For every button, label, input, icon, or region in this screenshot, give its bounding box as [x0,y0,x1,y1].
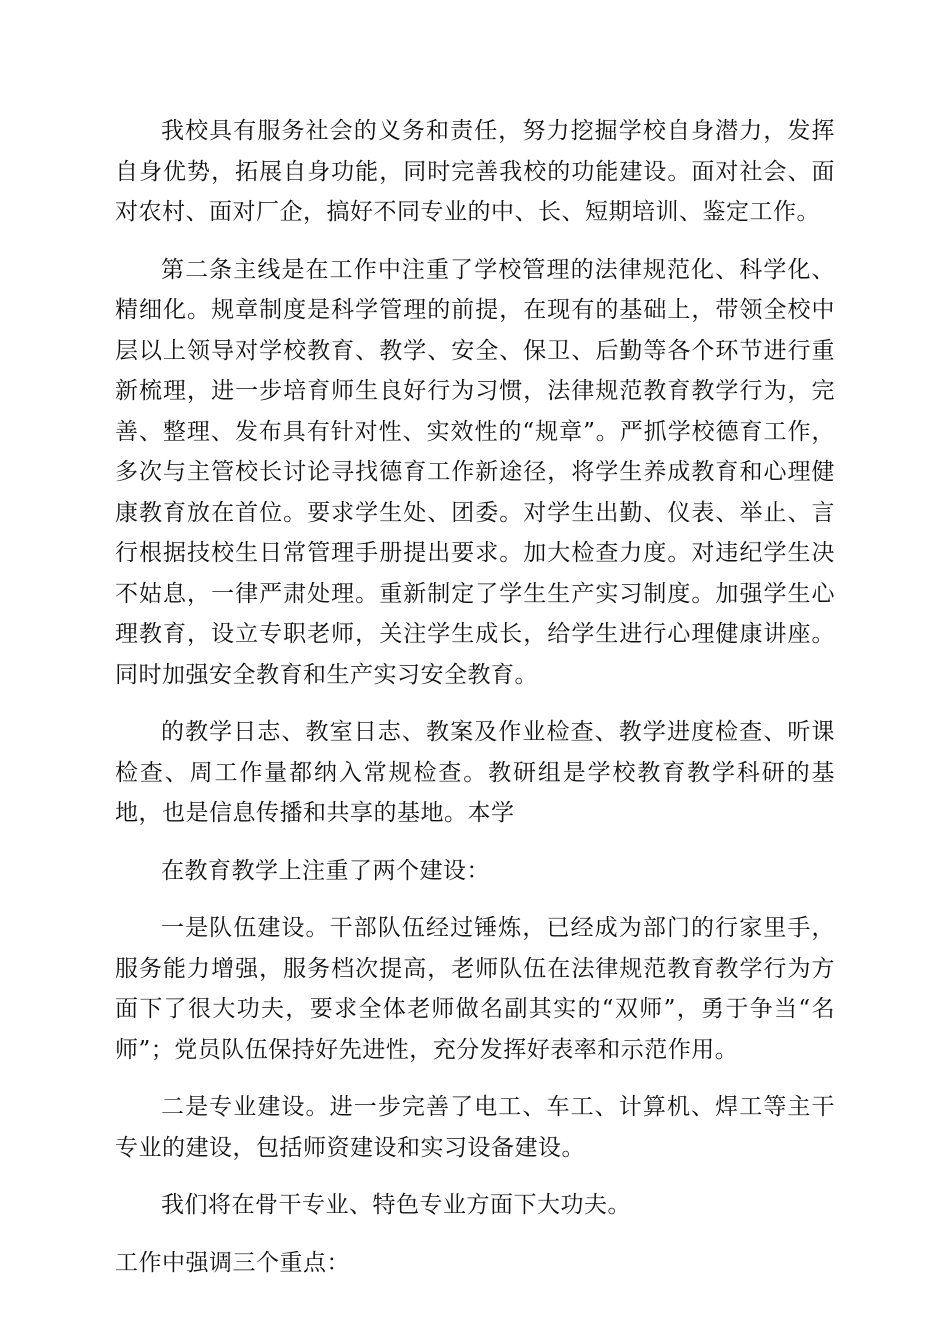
paragraph-teaching-checks: 的教学日志、教室日志、教案及作业检查、教学进度检查、听课检查、周工作量都纳入常规检查。教研组是学校教育教学科研的基地，也是信息传播和共享的基地。本学 [115,719,835,826]
paragraph-second-mainline: 第二条主线是在工作中注重了学校管理的法律规范化、科学化、精细化。规章制度是科学管理的前提，在现有的基础上，带领全校中层以上领导对学校教育、教学、安全、保卫、后勤等各个环节进行重新梳理，进一步培育师生良好行为习惯，法律规范教育教学行为，完善、整理、发布具有针对性、实效性的“规章”。严抓学校德育工作，多次与主管校长讨论寻找德育工作新途径，将学生养成教育和心理健康教育放在首位。要求学生处、团委。对学生出勤、仪表、举止、言行根据技校生日常管理手册提出要求。加大检查力度。对违纪学生决不姑息，一律严肃处理。重新制定了学生生产实习制度。加强学生心理教育，设立专职老师，关注学生成长，给学生进行心理健康讲座。同时加强安全教育和生产实习安全教育。 [115,256,835,688]
paragraph-two-constructions: 在教育教学上注重了两个建设： [161,857,490,884]
document-body [115,111,835,1300]
paragraph-specialty-building: 二是专业建设。进一步完善了电工、车工、计算机、焊工等主干专业的建设，包括师资建设和实习设备建设。 [115,1094,835,1161]
paragraph-three-focuses: 工作中强调三个重点： [115,1249,350,1276]
paragraph-team-building: 一是队伍建设。干部队伍经过锤炼，已经成为部门的行家里手，服务能力增强，服务档次提高，老师队伍在法律规范教育教学行为方面下了很大功夫，要求全体老师做名副其实的“双师”，勇于争当“名师”；党员队伍保持好先进性，充分发挥好表率和示范作用。 [115,915,835,1063]
paragraph-key-specialties: 我们将在骨干专业、特色专业方面下大功夫。 [161,1192,631,1218]
paragraph-service-society: 我校具有服务社会的义务和责任，努力挖掘学校自身潜力，发挥自身优势，拓展自身功能，同时完善我校的功能建设。面对社会、面对农村、面对厂企，搞好不同专业的中、长、短期培训、鉴定工作。 [115,118,835,225]
